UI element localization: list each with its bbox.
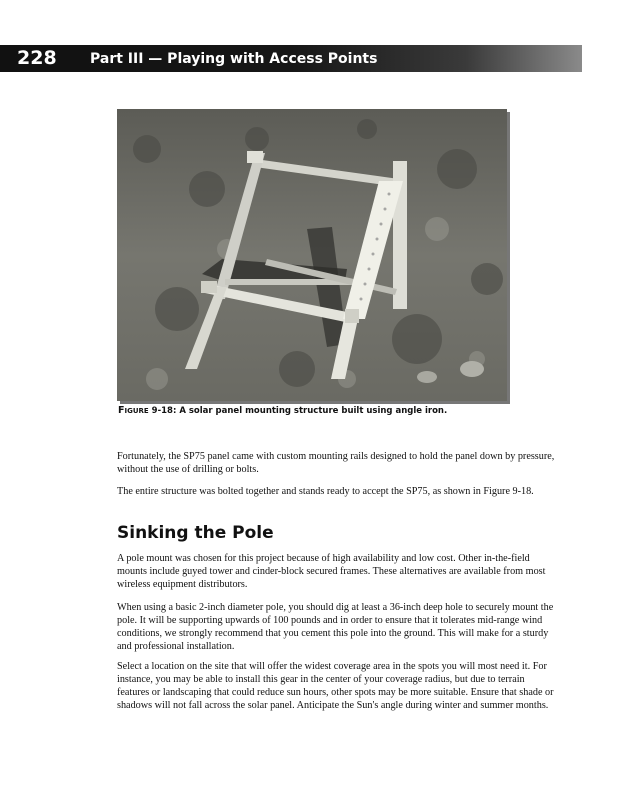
running-head-title: Part III — Playing with Access Points	[90, 51, 378, 67]
section-heading: Sinking the Pole	[117, 523, 274, 543]
caption-label-smallcaps: IGURE	[124, 407, 149, 415]
paragraph-1: Fortunately, the SP75 panel came with custom mounting rails designed to hold the panel down by pressure, without the use of drilling or bolts.	[117, 451, 555, 475]
solar-mount-photo	[117, 109, 507, 401]
page-number: 228	[17, 47, 57, 69]
caption-number: 9-18:	[148, 406, 177, 416]
paragraph-4: When using a basic 2-inch diameter pole, you should dig at least a 36-inch deep hole to securely mount the pole. It will be supporting upwards of 100 pounds and in order to ensure that it tolerates mid-range wind conditions, we strongly recommend that you cement this pole into the ground. This will make for a sturdy and professional installation.	[117, 602, 554, 652]
paragraph-2: The entire structure was bolted together and stands ready to accept the SP75, as shown in Figure 9-18.	[117, 486, 534, 497]
caption-text: A solar panel mounting structure built using angle iron.	[176, 406, 448, 416]
paragraph-3: A pole mount was chosen for this project because of high availability and low cost. Other in-the-field mounts include guyed tower and cinder-block secured frames. These alternatives are available from most wireless equipment distributors.	[117, 553, 546, 590]
figure-caption	[118, 405, 447, 417]
caption-label-initial: F	[118, 405, 125, 416]
figure-photo	[117, 109, 507, 401]
paragraph-5: Select a location on the site that will offer the widest coverage area in the spots you will most need it. For instance, you may be able to install this gear in the center of your coverage radius, but due to terrain features or landscaping that could reduce sun hours, other spots may be more suitable. Ensure that shade or shadows will not fall across the solar panel. Anticipate the Sun's angle during winter and summer months.	[117, 661, 554, 711]
